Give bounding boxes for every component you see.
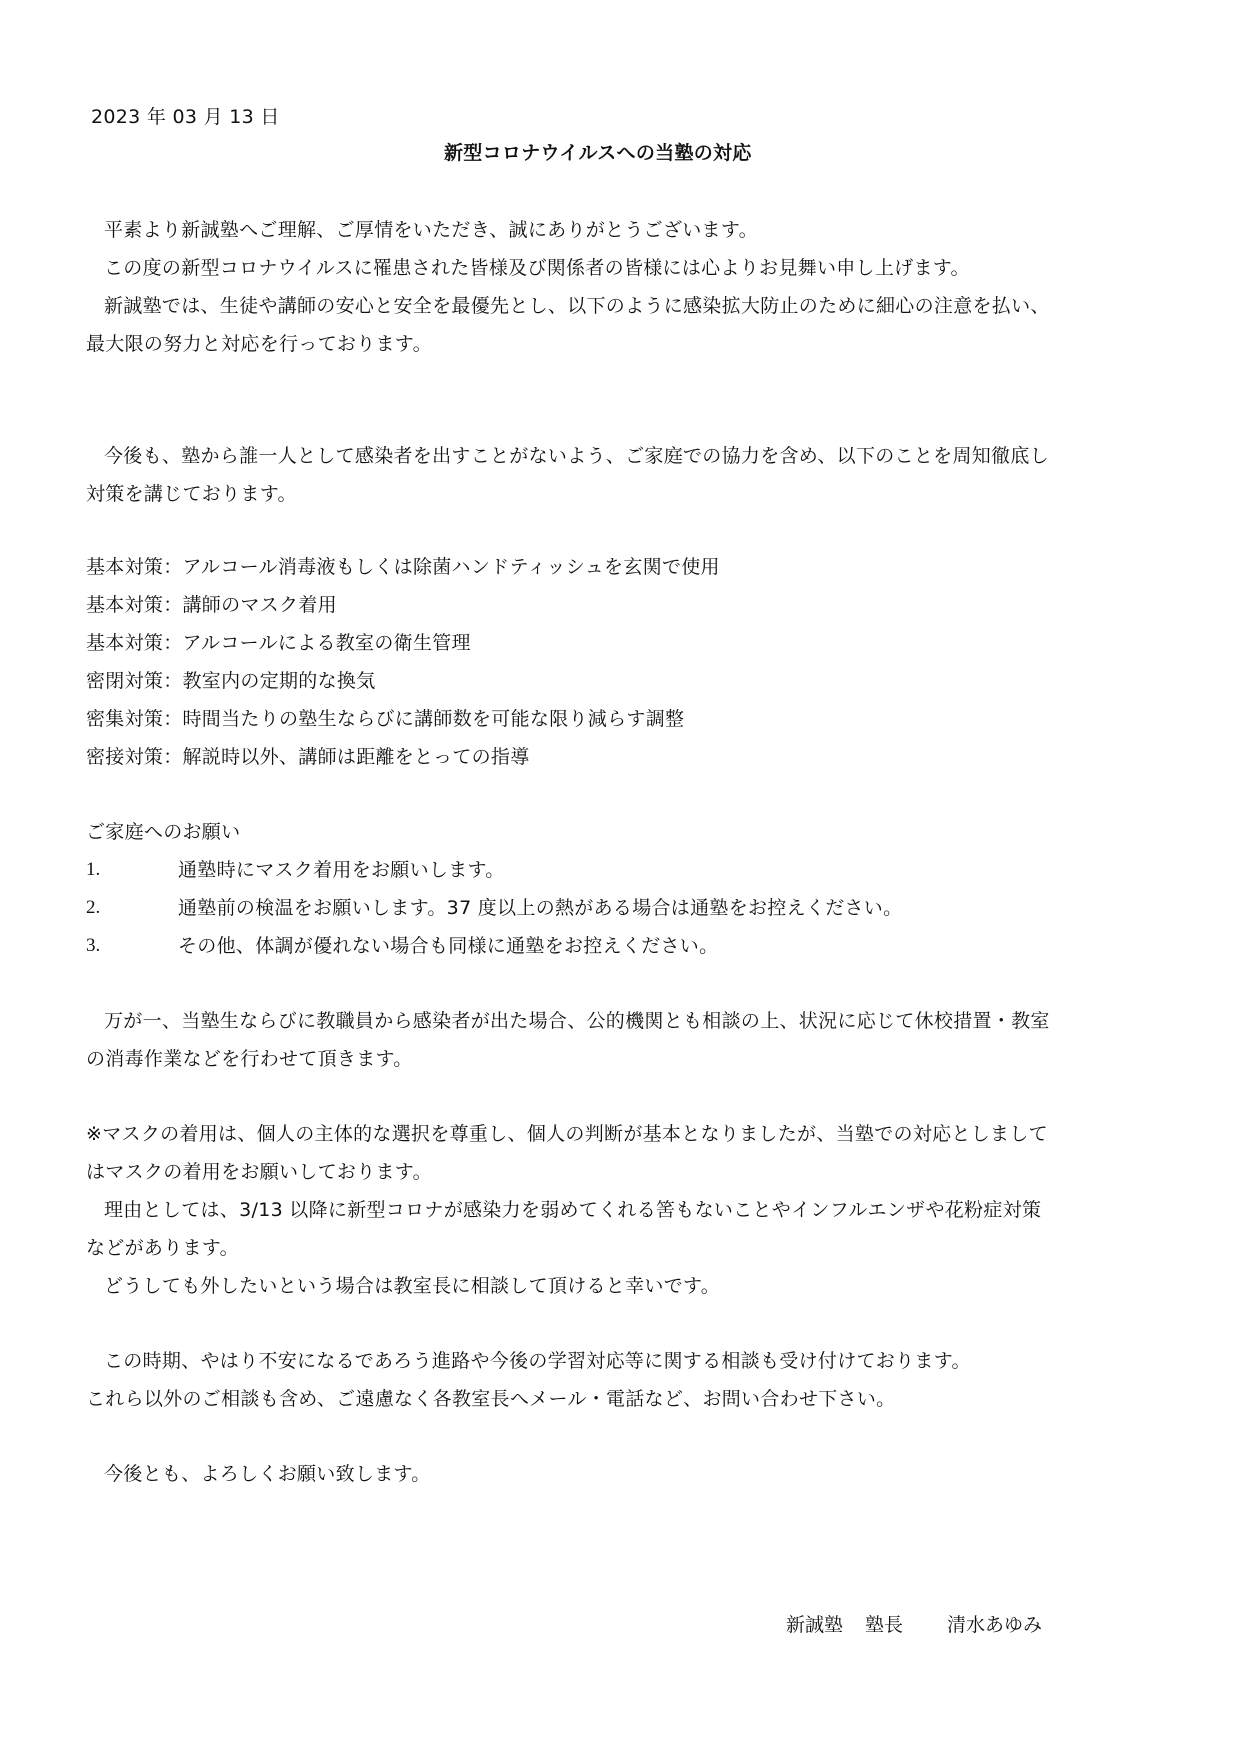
request-text: 通塾前の検温をお願いします。37 度以上の熱がある場合は通塾をお控えください。 (178, 897, 903, 919)
contingency-line-2: の消毒作業などを行わせて頂きます。 (86, 1048, 413, 1070)
mask-note-line-4: などがあります。 (86, 1237, 239, 1259)
mask-note-line-5: どうしても外したいという場合は教室長に相談して頂けると幸いです。 (104, 1275, 721, 1297)
signature-organization: 新誠塾 (786, 1614, 844, 1636)
mask-note-line-2: はマスクの着用をお願いしております。 (86, 1161, 432, 1183)
intro-line-4: 最大限の努力と対応を行っております。 (86, 333, 432, 355)
intro-line-1: 平素より新誠塾へご理解、ご厚情をいただき、誠にありがとうございます。 (104, 219, 758, 241)
measure-item: 基本対策：講師のマスク着用 (86, 594, 337, 616)
measure-item: 基本対策：アルコールによる教室の衛生管理 (86, 632, 471, 654)
intro-line-3: 新誠塾では、生徒や講師の安心と安全を最優先とし、以下のように感染拡大防止のために細心の注意を払い、 (104, 295, 1050, 317)
document-date: 2023 年 03 月 13 日 (91, 106, 280, 128)
signature-name: 清水あゆみ (947, 1614, 1043, 1636)
signature-role: 塾長 (865, 1614, 904, 1636)
closing-line: 今後とも、よろしくお願い致します。 (104, 1463, 431, 1485)
measure-item: 密閉対策：教室内の定期的な換気 (86, 670, 376, 692)
request-number: 3. (86, 935, 101, 956)
mask-note-line-1: ※マスクの着用は、個人の主体的な選択を尊重し、個人の判断が基本となりましたが、当塾での対応としまして (86, 1123, 1048, 1145)
consultation-line-2: これら以外のご相談も含め、ご遠慮なく各教室長へメール・電話など、お問い合わせ下さい。 (86, 1388, 896, 1410)
mask-note-line-3: 理由としては、3/13 以降に新型コロナが感染力を弱めてくれる筈もないことやインフルエンザや花粉症対策 (104, 1199, 1042, 1221)
request-number: 2. (86, 897, 101, 918)
document-title: 新型コロナウイルスへの当塾の対応 (444, 142, 752, 164)
request-number: 1. (86, 859, 101, 880)
signature (786, 1613, 1042, 1637)
policy-line-1: 今後も、塾から誰一人として感染者を出すことがないよう、ご家庭での協力を含め、以下のことを周知徹底し (104, 445, 1049, 467)
measure-item: 密集対策：時間当たりの塾生ならびに講師数を可能な限り減らす調整 (86, 708, 685, 730)
policy-line-2: 対策を講じております。 (86, 483, 297, 505)
measure-item: 基本対策：アルコール消毒液もしくは除菌ハンドティッシュを玄関で使用 (86, 556, 720, 578)
intro-line-2: この度の新型コロナウイルスに罹患された皆様及び関係者の皆様には心よりお見舞い申し上げます。 (104, 257, 970, 279)
requests-heading: ご家庭へのお願い (86, 821, 241, 843)
consultation-line-1: この時期、やはり不安になるであろう進路や今後の学習対応等に関する相談も受け付けております。 (104, 1350, 971, 1372)
request-text: その他、体調が優れない場合も同様に通塾をお控えください。 (178, 935, 719, 957)
request-text: 通塾時にマスク着用をお願いします。 (178, 859, 505, 881)
contingency-line-1: 万が一、当塾生ならびに教職員から感染者が出た場合、公的機関とも相談の上、状況に応じて休校措置・教室 (104, 1010, 1050, 1032)
measure-item: 密接対策：解説時以外、講師は距離をとっての指導 (86, 746, 530, 768)
